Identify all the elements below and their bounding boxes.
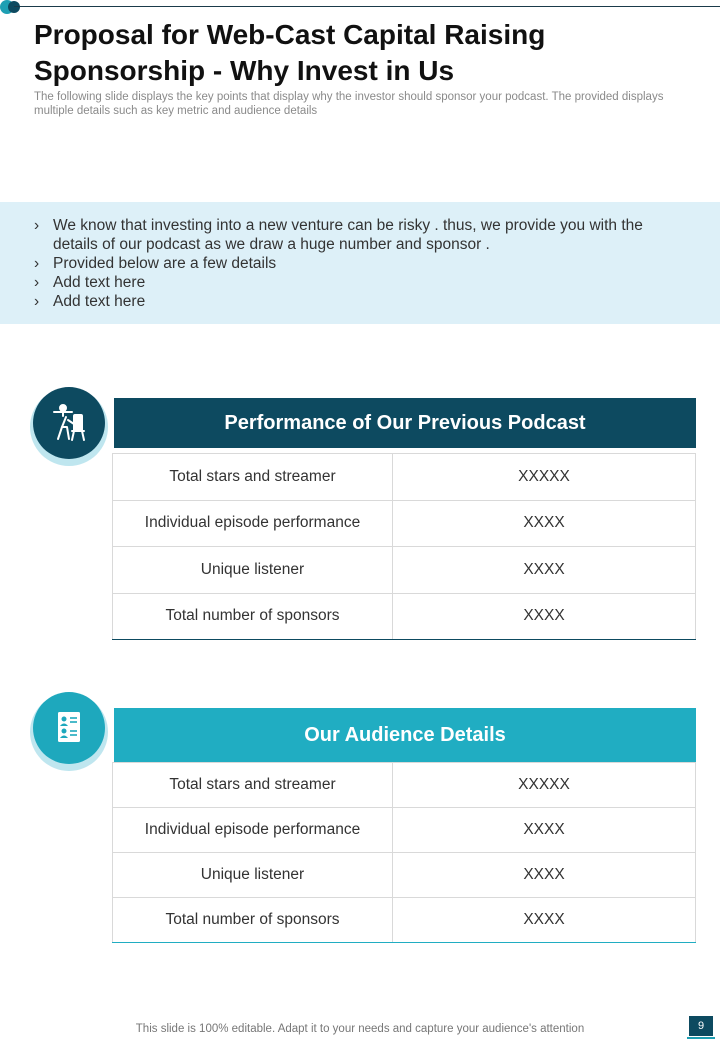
row-value: XXXX	[393, 593, 696, 640]
intro-bullets	[0, 202, 720, 324]
row-value: XXXX	[393, 500, 696, 547]
row-label: Individual episode performance	[113, 500, 393, 547]
row-label: Total number of sponsors	[113, 593, 393, 640]
bullet-item: › We know that investing into a new venture can be risky . thus, we provide you with the details of our podcast as we draw a huge number and sponsor .	[34, 217, 643, 253]
performance-table	[112, 453, 696, 640]
row-value: XXXX	[393, 547, 696, 594]
performance-icon-badge	[30, 385, 110, 465]
table-row	[113, 500, 696, 547]
row-label: Individual episode performance	[113, 808, 393, 853]
bullet-item: › Add text here	[34, 293, 146, 310]
table-row	[113, 593, 696, 640]
page-number: 9	[689, 1016, 713, 1036]
table-row	[113, 808, 696, 853]
profile-card-icon	[50, 708, 88, 748]
bullet-item: › Add text here	[34, 274, 146, 291]
table-row	[113, 898, 696, 943]
table-row	[113, 763, 696, 808]
audience-header: Our Audience Details	[114, 708, 696, 762]
audience-icon-badge	[30, 690, 110, 770]
row-label: Total stars and streamer	[113, 763, 393, 808]
footer-note: This slide is 100% editable. Adapt it to your needs and capture your audience's attention	[135, 1023, 585, 1035]
table-row	[113, 547, 696, 594]
table-row	[113, 853, 696, 898]
row-value: XXXX	[393, 898, 696, 943]
bullet-item: › Provided below are a few details	[34, 255, 277, 272]
performance-header: Performance of Our Previous Podcast	[114, 398, 696, 448]
row-value: XXXXX	[393, 454, 696, 501]
chevron-right-icon: ›	[34, 293, 40, 310]
row-label: Total stars and streamer	[113, 454, 393, 501]
corner-dot-icon	[0, 0, 22, 14]
presenter-icon	[50, 403, 88, 443]
audience-table	[112, 762, 696, 943]
row-label: Unique listener	[113, 547, 393, 594]
row-value: XXXX	[393, 808, 696, 853]
chevron-right-icon: ›	[34, 217, 40, 234]
chevron-right-icon: ›	[34, 274, 40, 291]
table-row	[113, 454, 696, 501]
page-title: Proposal for Web-Cast Capital Raising Sponsorship - Why Invest in Us	[34, 19, 546, 86]
row-value: XXXXX	[393, 763, 696, 808]
row-value: XXXX	[393, 853, 696, 898]
chevron-right-icon: ›	[34, 255, 40, 272]
page-subtitle: The following slide displays the key points that display why the investor should sponsor your podcast. The provided displays multiple details such as key metric and audience details	[34, 91, 664, 117]
row-label: Total number of sponsors	[113, 898, 393, 943]
top-divider	[14, 6, 720, 7]
row-label: Unique listener	[113, 853, 393, 898]
